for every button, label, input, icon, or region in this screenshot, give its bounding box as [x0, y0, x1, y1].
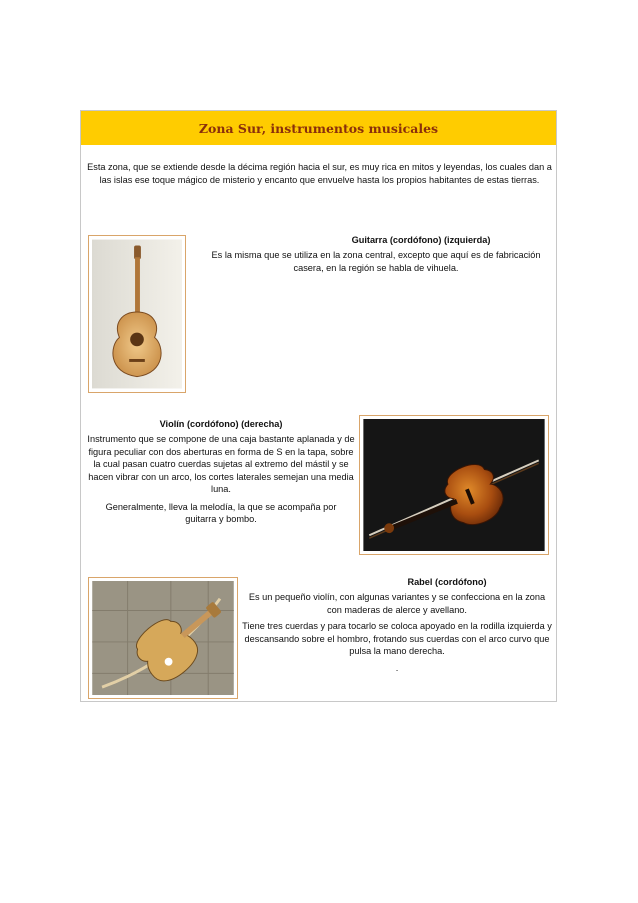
guitar-photo [88, 235, 186, 393]
violin-text-2: Generalmente, lleva la melodía, la que se acompaña por guitarra y bombo. [105, 501, 337, 524]
rabel-text-3: . [395, 662, 399, 673]
rabel-photo [88, 577, 238, 699]
violin-section [87, 419, 355, 526]
violin-icon [363, 419, 545, 551]
rabel-icon [92, 581, 234, 695]
intro-text: Esta zona, que se extiende desde la décima región hacia el sur, es muy rica en mitos y leyendas, los cuales dan a las islas ese toque mágico de misterio y encanto que envuelve hasta los propios habitantes de estas tierras. [87, 162, 552, 185]
guitar-text: Es la misma que se utiliza en la zona central, excepto que aquí es de fabricación casera, en la región se habla de vihuela. [211, 250, 541, 273]
violin-heading: Violín (cordófono) (derecha) [159, 419, 283, 429]
violin-photo [359, 415, 549, 555]
rabel-text-1: Es un pequeño violín, con algunas variantes y se confecciona en la zona con maderas de alerce y avellano. [248, 592, 546, 615]
title-bar [81, 111, 556, 145]
guitar-heading: Guitarra (cordófono) (izquierda) [351, 235, 491, 245]
guitar-icon [92, 239, 182, 389]
rabel-heading: Rabel (cordófono) [407, 577, 487, 587]
violin-text-1: Instrumento que se compone de una caja bastante aplanada y de figura peculiar con dos aberturas en forma de S en la tapa, sobre la cual pasan cuatro cuerdas sujetas al extremo del mástil y se hacen vibrar con un arco, los cortes laterales semejan una media luna. [87, 434, 355, 494]
page-title: Zona Sur, instrumentos musicales [198, 120, 439, 136]
content-frame [80, 110, 557, 702]
rabel-text-2: Tiene tres cuerdas y para tocarlo se coloca apoyado en la rodilla izquierda y descansando sobre el hombro, frotando sus cuerdas con el arco curvo que pulsa la mano derecha. [242, 621, 552, 656]
rabel-section [241, 577, 553, 674]
guitar-section [201, 235, 551, 274]
